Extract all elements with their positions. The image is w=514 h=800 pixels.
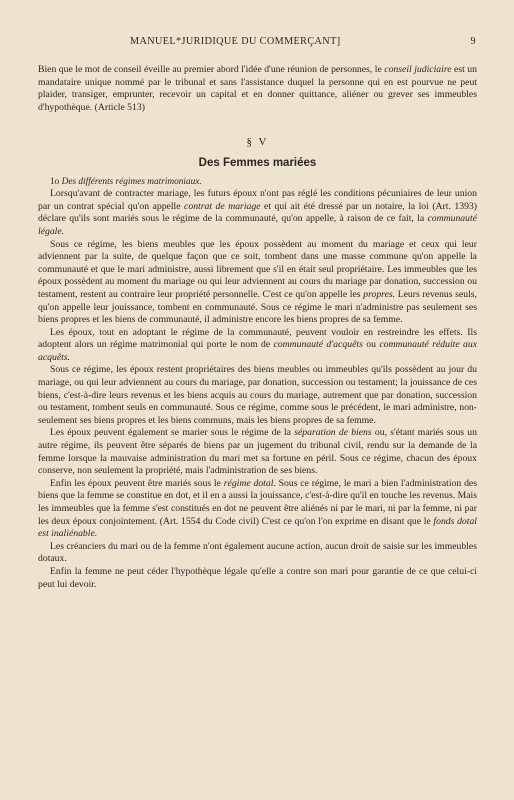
text-run: Sous ce régime, le mari a bien l'administration des biens que la femme se constitue en dot, et il en a aussi la jouissance, c'est-à-dire qu'il en touche les revenus. Mais les immeubles que la femme s'est constitués en dot ne peuvent être aliénés ni par le mari, ni par la femme, ni par les deux époux conjointement. (Art. 1554 du Code civil) C'est ce qu'on l'on exprime en disant que le: [38, 477, 477, 527]
text-run: Lorsqu'avant de contracter mariage, les futurs époux n'ont pas réglé les conditions pécuniaires de leur union par un contrat spécial qu'on appelle: [38, 188, 477, 212]
subheading-text: Des différents régimes matrimoniaux.: [61, 176, 202, 187]
paragraph-2: [38, 239, 477, 327]
text-run: Bien que le mot de conseil éveille au premier abord l'idée d'une réunion de personnes, le: [38, 64, 385, 75]
paragraph-8: Enfin la femme ne peut céder l'hypothèque légale qu'elle a contre son mari pour garantie de ce que celui-ci peut lui devoir.: [38, 565, 477, 590]
paragraph-4: Sous ce régime, les époux restent propriétaires des biens meubles ou immeubles qu'ils possèdent au jour du mariage, ou qui leur adviennent au cours du mariage, par donation, succession ou testament; la jouissance de ces biens, c'est-à-dire leurs revenus et les biens acquis au cours du mariage, autrement que par donation, succession ou testament, tombent seuls en communauté. Sous ce régime, comme sous le précédent, le mari administre, non-seulement ses biens propres et les biens communs, mais les biens propres de sa femme.: [38, 364, 477, 426]
italic-term: conseil judiciaire: [384, 64, 452, 75]
running-title: MANUEL*JURIDIQUE DU COMMERÇANT]: [130, 36, 341, 47]
italic-term: communauté d'acquêts: [273, 339, 363, 351]
section-title: Des Femmes mariées: [198, 156, 317, 169]
section-mark: § V: [246, 136, 269, 149]
paragraph-7: Les créanciers du mari ou de la femme n'ont également aucune action, aucun droit de saisie sur les immeubles dotaux.: [38, 540, 477, 565]
paragraph-6: [38, 478, 477, 541]
italic-term: propres.: [363, 288, 396, 300]
text-run: Les époux peuvent également se marier sous le régime de la: [50, 427, 295, 439]
text-run: et qui ait été dressé par un notaire, la loi (Art. 1393) déclare qu'ils sont mariés sous le régime de la communauté, qu'on appelle, à raison de ce fait, la: [38, 200, 477, 225]
text-run: Leurs revenus seuls, qu'on appelle leur jouissance, tombent en communauté. Sous ce régime le mari n'administre pas seulement ses biens propres et les biens de communauté, il administre encore les biens propres de sa femme.: [38, 288, 477, 326]
italic-term: régime dotal.: [223, 477, 276, 489]
text-run: ou: [362, 339, 380, 351]
paragraph-1: [38, 188, 477, 238]
page-body: [38, 64, 477, 591]
text-run: Les époux, tout en adoptant le régime de la communauté, peuvent vouloir en restreindre les effets. Ils adoptent alors un régime matrimonial qui porte le nom de: [38, 326, 477, 351]
italic-term: communauté réduite aux acquêts.: [38, 339, 478, 363]
paragraph-3: [38, 327, 477, 365]
text-run: Enfin les époux peuvent être mariés sous le: [50, 477, 224, 489]
subheading-number: 1o: [50, 176, 62, 187]
paragraph-5: [38, 427, 477, 477]
italic-term: séparation de biens: [294, 427, 372, 439]
text-run: est un mandataire unique nommé par le tribunal et sans l'assistance duquel la personne qui en est pourvue ne peut plaider, transiger, emprunter, recevoir un capital et en donner quittance, aliéner ou grever ses immeubles d'hypothèque. (Article 513): [38, 64, 477, 113]
page-number: 9: [470, 36, 476, 47]
subheading: [38, 176, 477, 189]
text-run: ou, s'étant mariés sous un autre régime, ils peuvent être séparés de biens par un jugement du tribunal civil, rendu sur la demande de la femme lorsque la mauvaise administration du mari met sa fortune en péril. Sous ce régime, chacun des époux conserve, non seulement la propriété, mais l'administration de ses biens.: [38, 427, 477, 477]
text-run: Sous ce régime, les biens meubles que les époux possèdent au moment du mariage et ceux qui leur adviennent par la suite, de quelque façon que ce soit, tombent dans une masse commune qu'on appelle la communauté et que le mari administre, aussi librement que s'il en était seul propriétaire. Les immeubles que les époux possèdent au moment du mariage ou qui leur adviennent au cours du mariage par donation, succession ou testament, restent au contraire leur propriété personnelle. C'est ce qu'on appelle les: [38, 238, 477, 300]
intro-paragraph: [38, 64, 477, 114]
page-header: [38, 36, 476, 50]
italic-term: fonds dotal est inaliénable.: [38, 515, 477, 540]
italic-term: communauté légale.: [38, 213, 477, 237]
italic-term: contrat de mariage: [184, 200, 261, 212]
